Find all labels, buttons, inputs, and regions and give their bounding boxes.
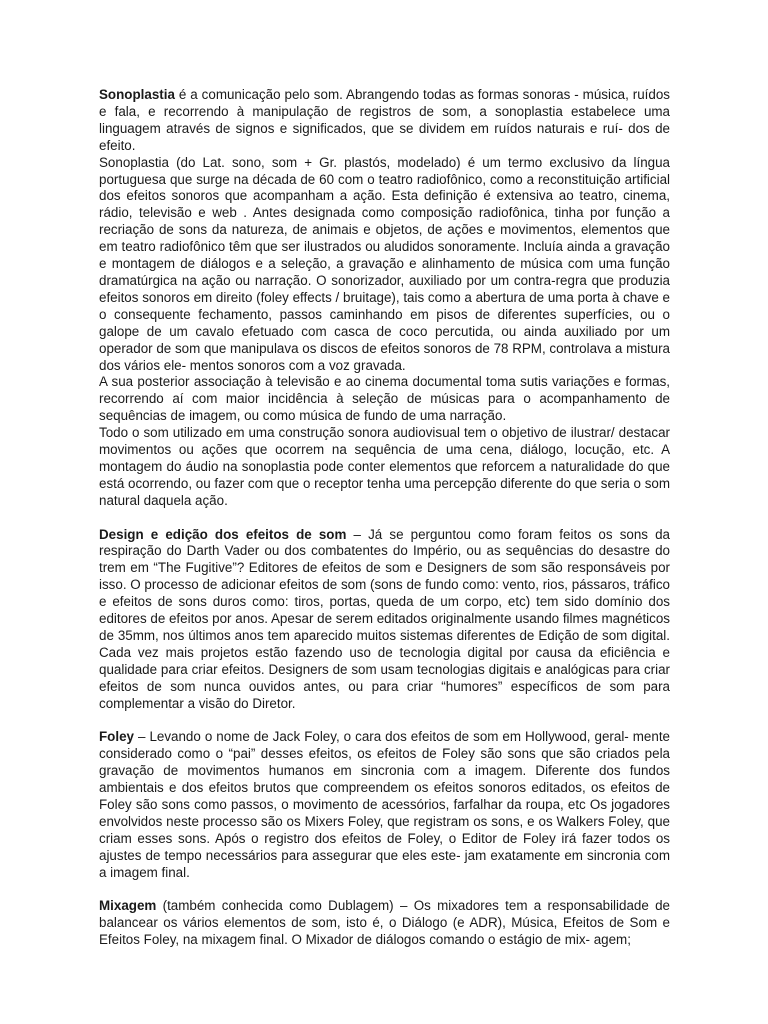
section-text: – Já se perguntou como foram feitos os sons da respiração do Darth Vader ou dos combatentes do Império, ou as sequências do desastre do trem em “The Fugitive”? Editores de efeitos de som e Designers de som são responsáveis por isso. O processo de adicionar efeitos de som (sons de fundo como: vento, rios, pássaros, tráfico e efeitos de sons duros como: tiros, portas, queda de um corpo, etc) tem sido domínio dos editores de efeitos por anos. Apesar de serem editados originalmente usando filmes magnéticos de 35mm, nos últimos anos tem aparecido muitos sistemas diferentes de Edição de som digital. Cada vez mais projetos estão fazendo uso de tecnologia digital por causa da eficiência e qualidade para criar efeitos. Designers de som usam tecnologias digitais e analógicas para criar efeitos de som nunca ouvidos antes, ou para criar “humores” específicos de som para complementar a visão do Diretor.	[99, 526, 671, 711]
section-heading: Design e edição dos efeitos de som	[99, 526, 347, 542]
section-text: – Levando o nome de Jack Foley, o cara dos efeitos de som em Hollywood, geral- mente considerado como o “pai” desses efeitos, os efeitos de Foley são sons que são criados pela gravação de movimentos humanos em sincronia com a imagem. Diferente dos fundos ambientais e dos efeitos brutos que compreendem os efeitos sonoros editados, os efeitos de Foley são sons como passos, o movimento de acessórios, farfalhar da roupa, etc Os jogadores envolvidos neste processo são os Mixers Foley, que registram os sons, e os Walkers Foley, que criam esses sons. Após o registro dos efeitos de Foley, o Editor de Foley irá fazer todos os ajustes de tempo necessários para assegurar que eles este- jam exatamente em sincronia com a imagem final.	[99, 729, 670, 880]
section-heading: Mixagem	[99, 898, 157, 914]
intro-paragraph-television: A sua posterior associação à televisão e ao cinema documental toma sutis variações e formas, recorrendo aí com maior incidência à seleção de músicas para o acompanhamento de sequências de imagem, ou como música de fundo de uma narração.	[99, 374, 670, 424]
intro-paragraph-audiovisual: Todo o som utilizado em uma construção sonora audiovisual tem o objetivo de ilustrar/ destacar movimentos ou ações que ocorrem na sequência de uma cena, diálogo, locução, etc. A montagem do áudio na sonoplastia pode conter elementos que reforcem a naturalidade do que está ocorrendo, ou fazer com que o receptor tenha uma percepção diferente do que seria o som natural daquela ação.	[99, 425, 670, 508]
section-text: (também conhecida como Dublagem) – Os mixadores tem a responsabilidade de balancear os vários elementos de som, isto é, o Diálogo (e ADR), Música, Efeitos de Som e Efeitos Foley, na mixagem final. O Mixador de diálogos comando o estágio de mix- agem;	[99, 898, 670, 948]
section-design-edicao	[99, 527, 670, 713]
intro-paragraph-etymology: Sonoplastia (do Lat. sono, som + Gr. plastós, modelado) é um termo exclusivo da língua portuguesa que surge na década de 60 com o teatro radiofônico, como a reconstituição artificial dos efeitos sonoros que acompanham a ação. Esta definição é extensiva ao teatro, cinema, rádio, televisão e web . Antes designada como composição radiofônica, tinha por função a recriação de sons da natureza, de animais e objetos, de ações e movimentos, elementos que em teatro radiofônico têm que ser ilustrados ou aludidos sonoramente. Incluía ainda a gravação e montagem de diálogos e a seleção, a gravação e alinhamento de música com uma função dramatúrgica na ação ou narração. O sonorizador, auxiliado por um contra-regra que produzia efeitos sonoros em direito (foley effects / bruitage), tais como a abertura de uma porta à chave e o consequente fechamento, passos caminhando em pisos de diferentes superfícies, ou o galope de um cavalo efetuado com casca de coco percutida, ou ainda auxiliado por um operador de som que manipulava os discos de efeitos sonoros de 78 RPM, controlava a mistura dos vários ele- mentos sonoros com a voz gravada.	[99, 154, 670, 373]
section-heading: Foley	[99, 729, 134, 745]
section-mixagem	[99, 898, 670, 949]
section-foley	[99, 729, 670, 881]
paragraph-text: é a comunicação pelo som. Abrangendo todas as formas sonoras - música, ruídos e fala, e recorrendo à manipulação de registros de som, a sonoplastia estabelece uma linguagem através de signos e significados, que se dividem em ruídos naturais e ruí- dos de efeito.	[99, 87, 670, 153]
paragraph-heading: Sonoplastia	[99, 87, 175, 102]
intro-paragraph-sonoplastia	[99, 87, 670, 155]
document-page	[99, 87, 670, 949]
